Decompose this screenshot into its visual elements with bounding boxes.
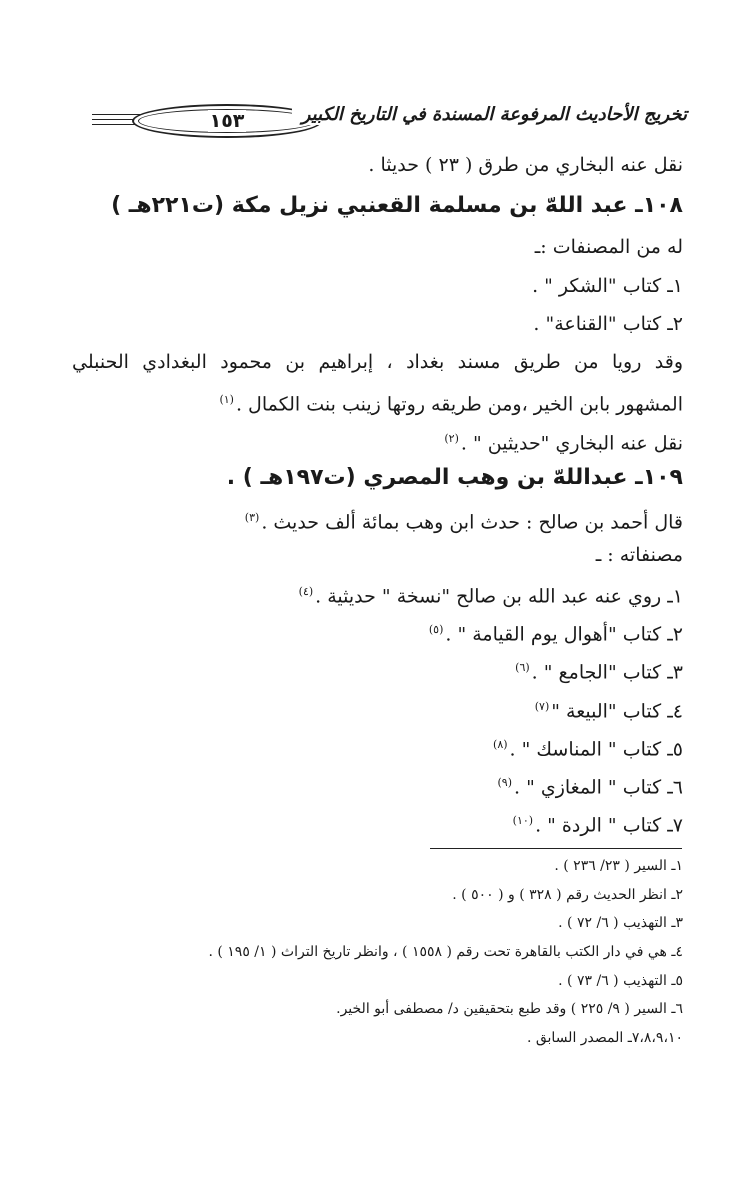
list-item: ١ـ روي عنه عبد الله بن صالح "نسخة " حديثية .$^{(٤)}$	[298, 585, 683, 608]
list-item: ٢ـ كتاب "أهوال يوم القيامة " .$^{(٥)}$	[428, 623, 683, 646]
footnote: ١ـ السير ( ٢٣/ ٢٣٦ ) .	[554, 858, 683, 874]
body-line: نقل عنه البخاري "حديثين " .$^{(٢)}$	[444, 432, 683, 455]
entry-heading: ١٠٩ـ عبداللهّ بن وهب المصري (ت١٩٧هـ ) .	[226, 465, 683, 490]
body-line: نقل عنه البخاري من طرق ( ٢٣ ) حديثا .	[368, 154, 683, 176]
list-item: ٥ـ كتاب " المناسك " .$^{(٨)}$	[493, 738, 683, 761]
footnote: ٦ـ السير ( ٩/ ٢٢٥ ) وقد طبع بتحقيقين د/ مصطفى أبو الخير.	[336, 1001, 683, 1017]
footnote-marker: (٨)	[493, 738, 508, 751]
list-item: ٧ـ كتاب " الردة " .$^{(١٠)}$	[512, 814, 683, 837]
footnote-separator	[430, 848, 682, 849]
footnote: ٧،٨،٩،١٠ـ المصدر السابق .	[526, 1030, 683, 1046]
body-line: مصنفاته : ـ	[595, 544, 683, 566]
footnote-marker: (٦)	[515, 661, 530, 674]
footnote-marker: (٩)	[497, 776, 512, 789]
footnote-marker: (١)	[219, 393, 234, 406]
entry-heading: ١٠٨ـ عبد اللهّ بن مسلمة القعنبي نزيل مكة (ت٢٢١هـ )	[111, 193, 683, 218]
list-item: ٣ـ كتاب "الجامع " .$^{(٦)}$	[515, 661, 683, 684]
body-line: المشهور بابن الخير ،ومن طريقه روتها زينب بنت الكمال .$^{(١)}$	[219, 393, 683, 416]
footnote-marker: (١٠)	[512, 814, 534, 827]
footnote: ٣ـ التهذيب ( ٦/ ٧٢ ) .	[558, 915, 683, 931]
footnote-marker: (٤)	[298, 585, 314, 598]
body-line: وقد رويا من طريق مسند بغداد ، إبراهيم بن محمود البغدادي الحنبلي	[72, 351, 683, 373]
list-item: ١ـ كتاب "الشكر " .	[532, 275, 683, 297]
footnote: ٢ـ انظر الحديث رقم ( ٣٢٨ ) و ( ٥٠٠ ) .	[452, 887, 683, 903]
body-line: له من المصنفات :ـ	[534, 236, 683, 258]
body-line: قال أحمد بن صالح : حدث ابن وهب بمائة ألف حديث .$^{(٣)}$	[244, 511, 683, 534]
footnote-marker: (٥)	[428, 623, 444, 636]
footnote-marker: (٣)	[244, 511, 260, 524]
list-item: ٤ـ كتاب "البيعة "$^{(٧)}$	[534, 700, 683, 723]
footnote-marker: (٢)	[444, 432, 459, 445]
page-number: ١٥٣	[209, 110, 245, 132]
footnote-marker: (٧)	[534, 700, 550, 713]
running-title: تخريج الأحاديث المرفوعة المسندة في التاريخ الكبير	[292, 104, 687, 125]
list-item: ٢ـ كتاب "القناعة" .	[533, 313, 683, 335]
footnote: ٥ـ التهذيب ( ٦/ ٧٣ ) .	[558, 973, 683, 989]
page-header	[92, 100, 687, 136]
list-item: ٦ـ كتاب " المغازي " .$^{(٩)}$	[497, 776, 683, 799]
footnote: ٤ـ هي في دار الكتب بالقاهرة تحت رقم ( ١٥٥٨ ) ، وانظر تاريخ التراث ( ١/ ١٩٥ ) .	[208, 944, 683, 960]
